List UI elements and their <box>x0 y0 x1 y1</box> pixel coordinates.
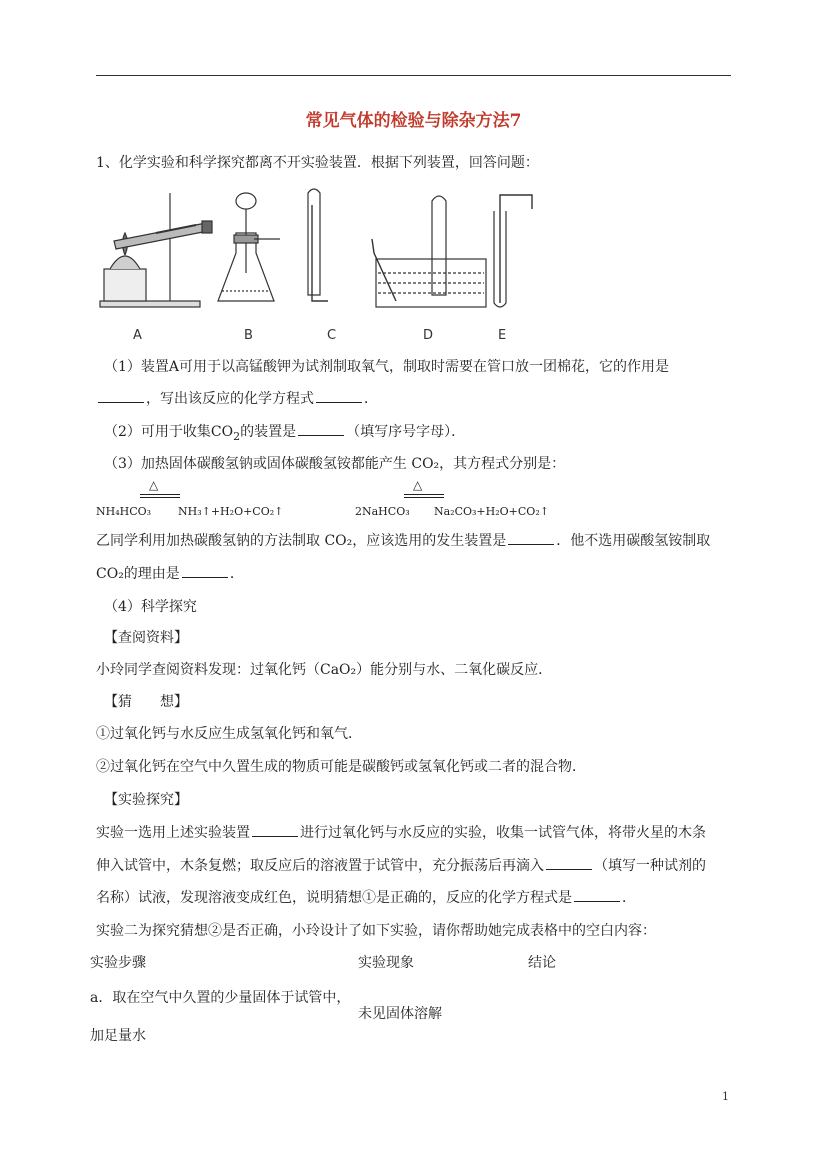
q1-line1: （1）装置A可用于以高锰酸钾为试剂制取氧气，制取时需要在管口放一团棉花，它的作用是 <box>104 359 670 375</box>
exp1-line1: 实验一选用上述实验装置 进行过氧化钙与水反应的实验，收集一试管气体，将带火星的木条 <box>96 825 706 841</box>
label-e: E <box>498 328 507 343</box>
heat-symbol-1: △ <box>149 478 159 492</box>
label-d: D <box>423 328 434 343</box>
eq1-right: NH₃↑+H₂O+CO₂↑ <box>178 505 284 518</box>
eq1-left: NH₄HCO₃ <box>96 505 152 518</box>
exp1-line2: 伸入试管中，木条复燃；取反应后的溶液置于试管中，充分振荡后再滴入 （填写一种试剂的 <box>96 858 706 874</box>
table-header-conclusion: 结论 <box>528 955 556 971</box>
q4-line: （4）科学探究 <box>104 599 197 615</box>
table-header-step: 实验步骤 <box>90 955 146 971</box>
question-intro: 1、化学实验和科学探究都离不开实验装置．根据下列装置，回答问题： <box>96 155 539 171</box>
heat-symbol-2: △ <box>413 478 423 492</box>
apparatus-c-figure <box>308 189 328 301</box>
guess-1: ①过氧化钙与水反应生成氢氧化钙和氧气． <box>96 726 362 742</box>
q2-line: （2）可用于收集$CO_2$的装置是 （填写序号字母）． <box>104 424 466 443</box>
page-title: 常见气体的检验与除杂方法7 <box>305 111 522 131</box>
table-row-a-observation: 未见固体溶解 <box>358 1006 442 1022</box>
apparatus-d-figure <box>372 196 486 307</box>
apparatus-e-figure <box>494 195 532 307</box>
q3-line: （3）加热固体碳酸氢钠或固体碳酸氢铵都能产生 CO₂，其方程式分别是： <box>104 456 566 472</box>
answer-blank[interactable] <box>252 824 298 837</box>
answer-blank[interactable] <box>182 565 228 578</box>
info-line: 小玲同学查阅资料发现：过氧化钙（CaO₂）能分别与水、二氧化碳反应． <box>96 662 553 678</box>
heading-info: 【查阅资料】 <box>104 630 188 646</box>
apparatus-b-figure <box>218 193 280 301</box>
exp1-line3: 名称）试液，发现溶液变成红色，说明猜想①是正确的，反应的化学方程式是 ． <box>96 890 636 906</box>
label-b: B <box>244 328 253 343</box>
table-row-a-step-1: a．取在空气中久置的少量固体于试管中， <box>90 990 351 1006</box>
answer-blank[interactable] <box>508 532 554 545</box>
page-number: 1 <box>722 1090 729 1103</box>
heading-experiment: 【实验探究】 <box>104 792 188 808</box>
label-c: C <box>327 328 337 343</box>
eq2-right: Na₂CO₃+H₂O+CO₂↑ <box>434 505 549 518</box>
q3-line2: 乙同学利用加热碳酸氢钠的方法制取 CO₂，应该选用的发生装置是 ．他不选用碳酸氢铵制取 <box>96 533 711 549</box>
answer-blank[interactable] <box>98 390 144 403</box>
answer-blank[interactable] <box>298 423 344 436</box>
eq2-left: 2NaHCO₃ <box>355 505 410 518</box>
q3-line3: CO₂的理由是 ． <box>96 566 244 582</box>
apparatus-figure <box>96 183 556 323</box>
answer-blank[interactable] <box>574 889 620 902</box>
header-rule <box>96 75 731 76</box>
exp2-line: 实验二为探究猜想②是否正确，小玲设计了如下实验，请你帮助她完成表格中的空白内容： <box>96 923 656 939</box>
q1-line2: ，写出该反应的化学方程式 ． <box>96 388 378 408</box>
guess-2: ②过氧化钙在空气中久置生成的物质可能是碳酸钙或氢氧化钙或二者的混合物． <box>96 759 586 775</box>
table-header-observation: 实验现象 <box>358 955 414 971</box>
answer-blank[interactable] <box>316 390 362 403</box>
apparatus-a-figure <box>100 193 212 307</box>
answer-blank[interactable] <box>546 857 592 870</box>
label-a: A <box>133 328 142 343</box>
heading-guess: 【猜 想】 <box>104 694 188 710</box>
table-row-a-step-2: 加足量水 <box>90 1028 146 1044</box>
